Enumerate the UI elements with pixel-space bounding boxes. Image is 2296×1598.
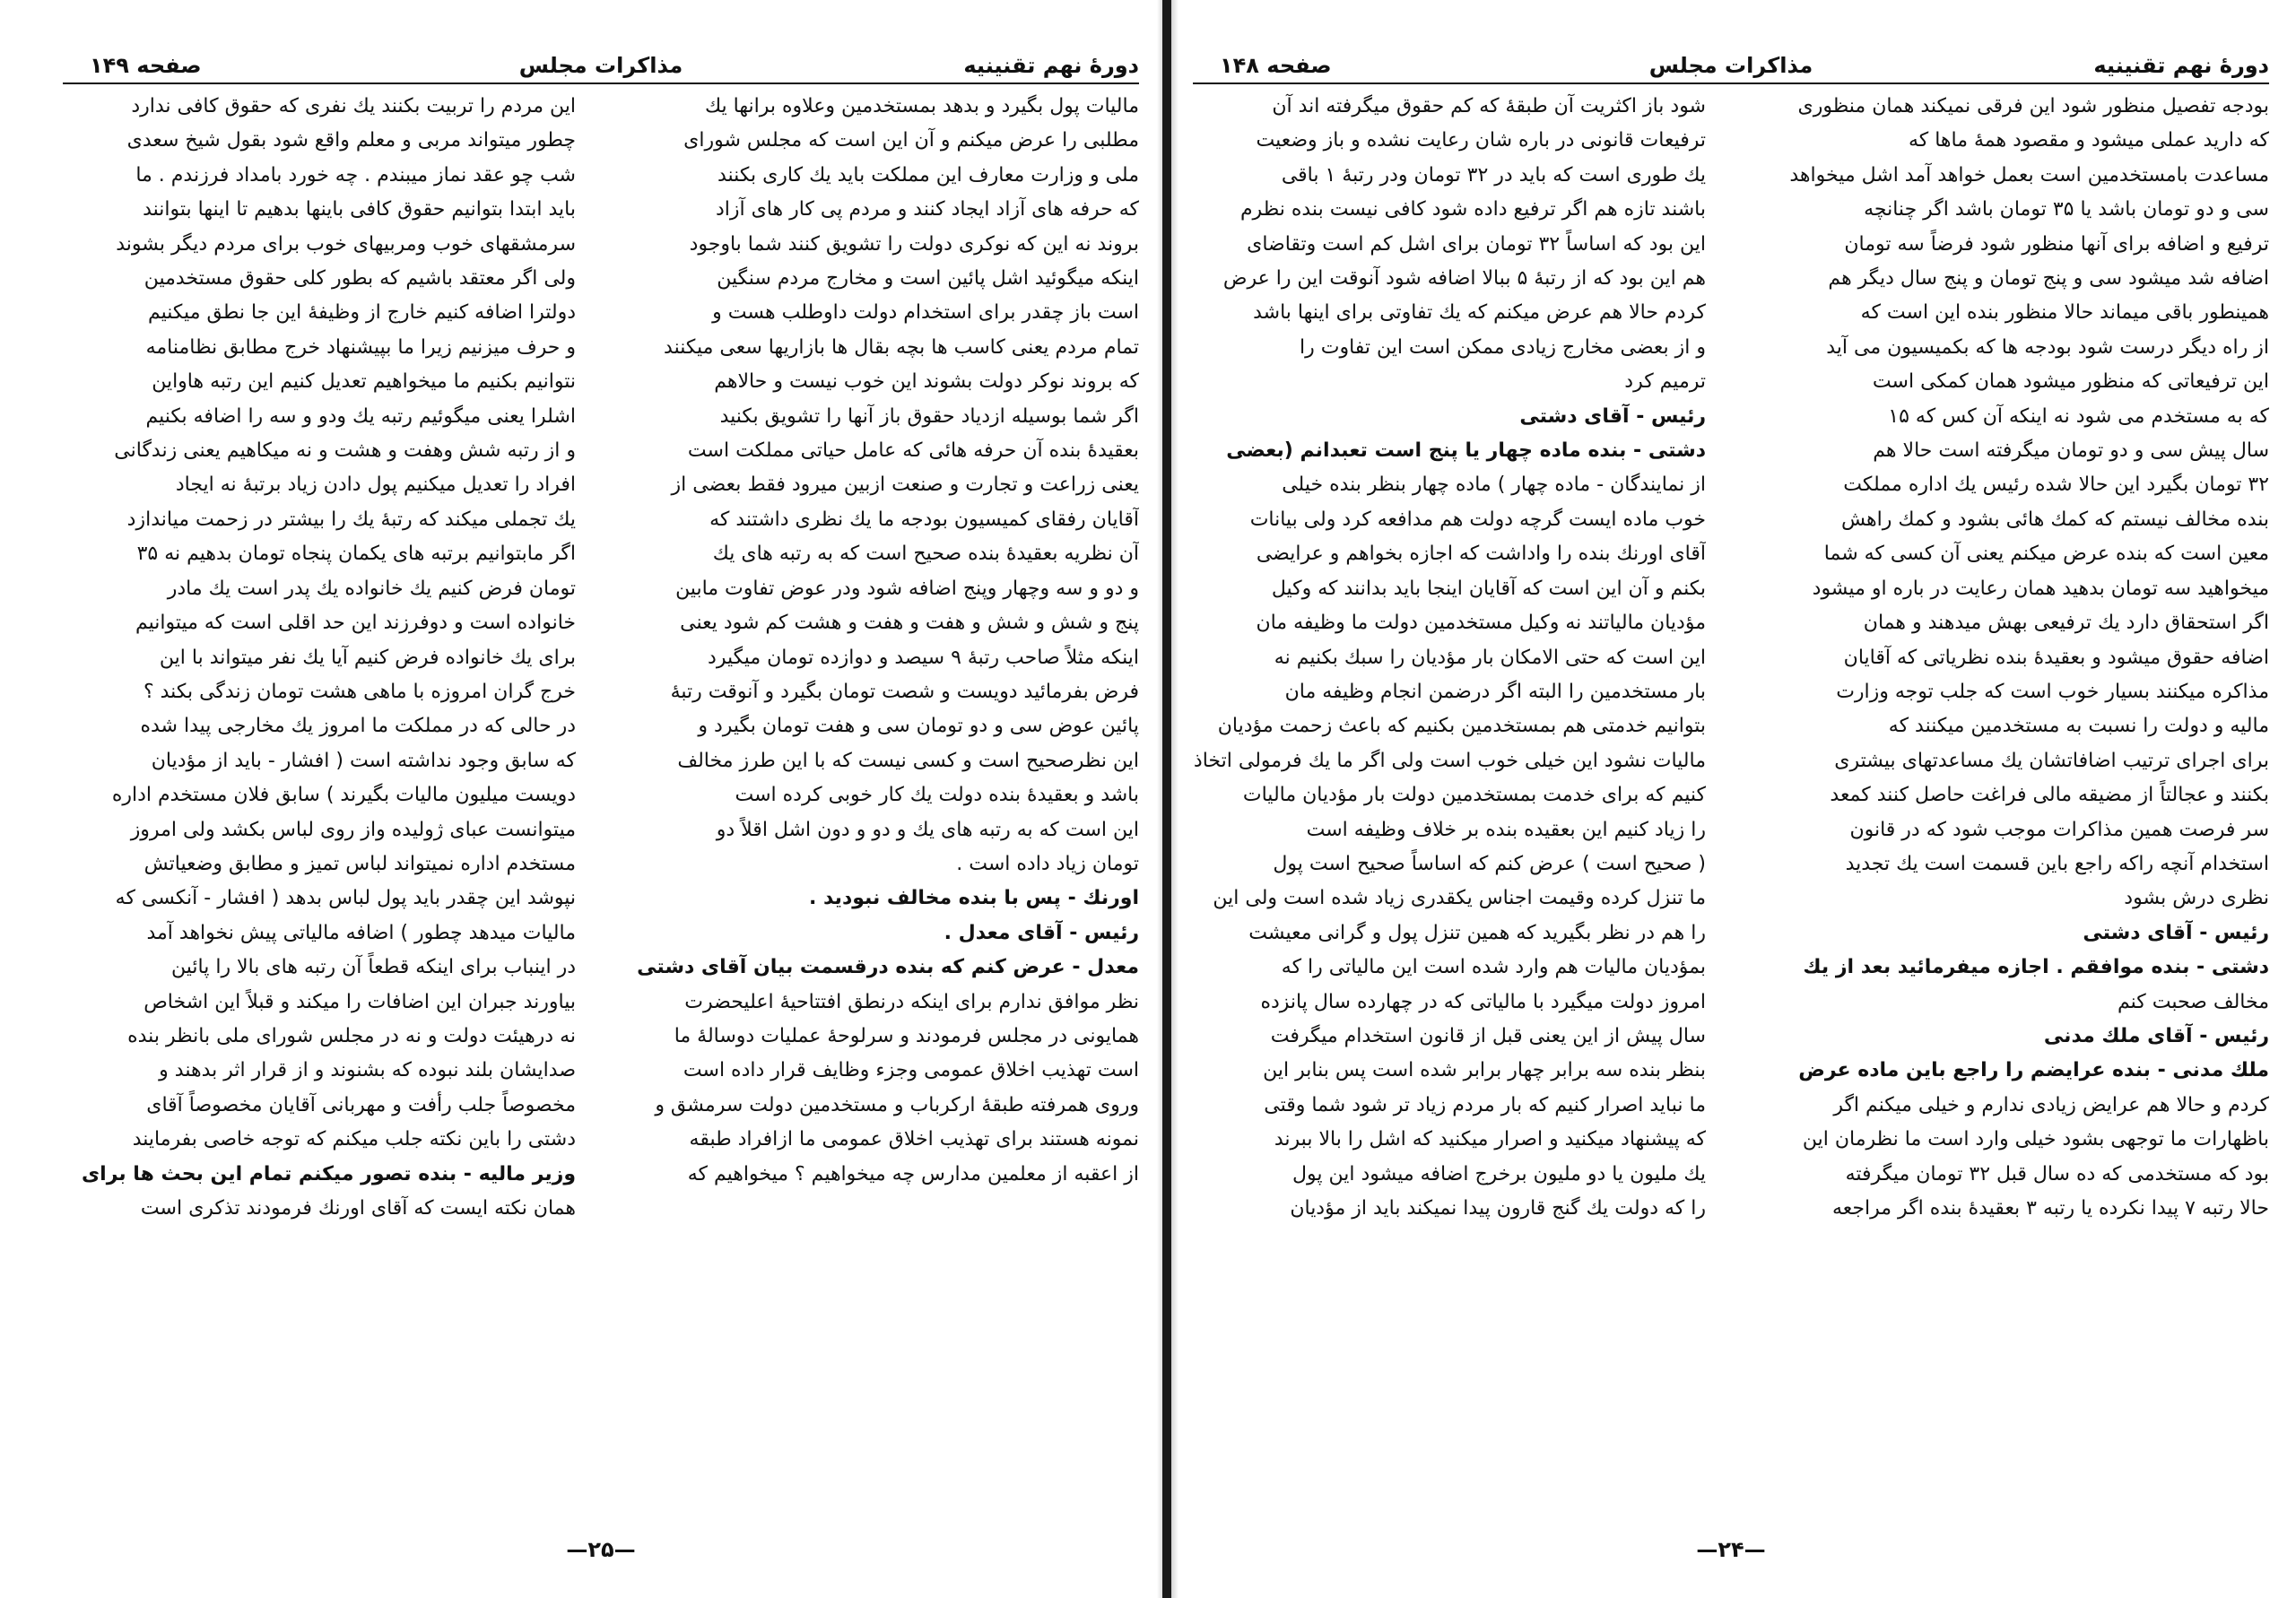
text-line: وروی همرفته طبقهٔ ارکرباب و مستخدمین دولت سرمشق و [655,1093,1139,1116]
text-line: آقای اورنك بنده را واداشت که اجازه بخواهم و عرایضی [1256,543,1706,566]
text-line: امروز دولت میگیرد با مالیاتی که در چهارده سال پانزده [1260,990,1706,1013]
text-line: نه درهیئت دولت و نه در مجلس شورای ملی بانظر بنده [127,1024,576,1047]
text-line: اینکه میگوئید اشل پائین است و مخارج مردم سنگین [717,267,1139,291]
text-line: سر فرصت همین مذاکرات موجب شود که در قانون [1849,818,2269,841]
text-line: آن نظریه بعقیدهٔ بنده صحیح است که به رتبه های یك [712,543,1139,566]
text-line: ملك مدنی - بنده عرایضم را راجع باین ماده عرض [1798,1059,2269,1082]
text-line: بمؤدیان مالیات هم وارد شده است این مالیاتی را که [1281,956,1706,979]
text-line: مؤدیان مالیاتند نه وکیل مستخدمین دولت ما وظیفه مان [1256,612,1706,635]
text-line: که سابق وجود نداشته است ( افشار - باید از مؤدیان [151,749,576,772]
text-line: معین است که بنده عرض میکنم یعنی آن کسی که شما [1823,543,2269,566]
text-line: و از رتبه شش وهفت و هشت و نه میکاهیم یعنی زندگانی [114,439,576,463]
text-line: همایونی در مجلس فرمودند و سرلوحهٔ عملیات دوسالهٔ ما [674,1024,1139,1047]
text-line: یك تجملی میکند که رتبهٔ یك را بیشتر در زحمت میاندازد [126,508,576,531]
text-line: بود که مستخدمی که ده سال قبل ۳۲ تومان میگرفته [1845,1162,2269,1185]
text-line: رئیس - آقای دشتی [1519,404,1706,428]
text-line: که بروند نوکر دولت بشوند این خوب نیست و حالاهم [714,370,1139,394]
text-line: اگر استحقاق دارد یك ترفیعی بهش میدهند و همان [1863,612,2269,635]
text-line: کنیم که برای خدمت بمستخدمین دولت بار مؤدیان مالیات [1242,784,1706,807]
text-line: نپوشد این چقدر باید پول لباس بدهد ( افشار - آنکسی که [115,887,576,910]
text-line: ترفیعات قانونی در باره شان رعایت نشده و باز وضعیت [1256,129,1706,152]
text-column-right [626,90,1139,1524]
text-line: ملی و وزارت معارف این مملکت باید یك کاری بکنند [718,163,1139,187]
text-line: که پیشنهاد میکنید و اصرار میکنید که اشل را بالا ببرند [1274,1128,1706,1151]
text-column-right [1756,90,2269,1524]
text-line: تومان زیاد داده است . [956,852,1139,875]
page-header [63,52,1139,84]
session-label: دورهٔ نهم تقنینیه [963,53,1139,78]
text-line: دشتی - بنده موافقم . اجازه میفرمائید بعد از یك [1803,956,2269,979]
text-line: باشد و بعقیدهٔ بنده دولت یك کار خوبی کرده است [735,784,1139,807]
text-line: پنج و شش و شش و هفت و هفت و هشت کم شود یعنی [680,612,1139,635]
text-line: همان نکته ایست که آقای اورنك فرمودند تذکری است [140,1197,576,1220]
page-left [63,0,1139,1598]
text-line: اینکه مثلاً صاحب رتبهٔ ۹ سیصد و دوازده تومان میگیرد [708,646,1139,669]
text-line: از راه دیگر درست شود بودجه ها که بکمیسیون می آید [1826,335,2269,359]
text-line: ولی اگر معتقد باشیم که بطور کلی حقوق مستخدمین [144,267,576,291]
book-spine [1162,0,1171,1598]
text-line: بروند نه این که نوکری دولت را تشویق کنند شما باوجود [689,232,1139,256]
text-line: باید ابتدا بتوانیم حقوق کافی باینها بدهیم تا اینها بتوانند [143,198,576,221]
text-column-left [63,90,576,1524]
text-line: در اینباب برای اینکه قطعاً آن رتبه های بالا را پائین [171,956,576,979]
text-line: دولترا اضافه کنیم خارج از وظیفهٔ این جا نطق میکنیم [147,301,576,325]
text-line: میتوانست عبای ژولیده واز روی لباس بکشد ولی امروز [130,818,576,841]
text-line: کردم و حالا هم عرایض زیادی ندارم و خیلی میکنم اگر [1833,1093,2269,1116]
text-line: سرمشقهای خوب ومربیهای خوب برای مردم دیگر بشوند [116,232,576,256]
text-line: از نمایندگان - ماده چهار ) ماده چهار بنظر بنده خیلی [1282,473,1706,497]
text-line: که دارید عملی میشود و مقصود همهٔ ماها که [1908,129,2269,152]
text-line: سال پیش سی و دو تومان میگرفته است حالا هم [1873,439,2269,463]
text-line: یعنی زراعت و تجارت و صنعت ازبین میرود فقط بعضی از [671,473,1139,497]
text-line: وزیر مالیه - بنده تصور میکنم تمام این بحث ها برای [82,1162,576,1185]
text-line: نمونه هستند برای تهذیب اخلاق عمومی ما ازافراد طبقه [689,1128,1139,1151]
text-line: دشتی - بنده ماده چهار یا پنج است تعبدانم (بعضی [1226,439,1706,463]
text-line: دشتی را باین نکته جلب میکنم که توجه خاصی بفرمایند [132,1128,576,1151]
text-line: سی و دو تومان باشد یا ۳۵ تومان باشد اگر چنانچه [1864,198,2269,221]
text-line: است تهذیب اخلاق عمومی وجزء وظایف قرار داده است [683,1059,1139,1082]
text-line: خرج گران امروزه با ماهی هشت تومان زندگی بکند ؟ [143,680,576,703]
page-number-label: صفحه ۱۴۸ [1220,53,1332,78]
text-line: و حرف میزنیم زیرا ما بپیشنهاد خرج مطابق نظامنامه [145,335,576,359]
text-line: ترمیم کرد [1624,370,1706,394]
page-right [1193,0,2269,1598]
text-line: فرض بفرمائید دویست و شصت تومان بگیرد و آنوقت رتبهٔ [670,680,1139,703]
text-line: حالا رتبه ۷ پیدا نکرده یا رتبه ۳ بعقیدهٔ بنده اگر مراجعه [1832,1197,2269,1220]
text-line: ترفیع و اضافه برای آنها منظور شود فرضاً سه تومان [1844,232,2269,256]
text-line: و از بعضی مخارج زیادی ممکن است این تفاوت را [1300,335,1706,359]
text-line: پائین عوض سی و دو تومان سی و هفت تومان بگیرد و [698,715,1139,738]
text-line: معدل - عرض کنم که بنده درقسمت بیان آقای دشتی [637,956,1139,979]
text-line: رئیس - آقای معدل . [944,921,1139,944]
text-line: این است که حتی الامکان بار مؤدیان را سبك بکنیم نه [1274,646,1706,669]
text-line: مخالف صحبت کنم [2117,990,2269,1013]
text-line: اگر شما بوسیله ازدیاد حقوق باز آنها را تشویق بکنید [719,404,1139,428]
text-line: بنظر بنده سه برابر چهار برابر شده است پس بنابر این [1263,1059,1706,1082]
text-line: برای یك خانواده فرض کنیم آیا یك نفر میتواند با این [159,646,576,669]
text-line: در حالی که در مملکت ما امروز یك مخارجی پیدا شده [140,715,576,738]
text-line: بودجه تفصیل منظور شود این فرقی نمیکند همان منظوری [1797,95,2269,117]
text-line: سال پیش از این یعنی قبل از قانون استخدام میگرفت [1270,1024,1706,1047]
page-header [1193,52,2269,84]
text-line: رئیس - آقای دشتی [2083,921,2269,944]
text-line: است باز چقدر برای استخدام دولت داوطلب هست و [712,301,1139,325]
text-line: مساعدت بامستخدمین است بعمل خواهد آمد اشل میخواهد [1789,163,2269,187]
text-line: خانواده است و دوفرزند این حد اقلی است که میتوانیم [135,612,576,635]
text-line: را زیاد کنیم این بعقیده بنده بر خلاف وظیفه است [1306,818,1706,841]
session-label: دورهٔ نهم تقنینیه [2093,53,2269,78]
text-line: نتوانیم بکنیم ما میخواهیم تعدیل کنیم این رتبه هاواین [152,370,576,394]
text-line: دویست میلیون مالیات بگیرند ) سابق فلان مستخدم اداره [111,784,576,807]
text-line: آقایان رفقای کمیسیون بودجه ما یك نظری داشتند که [709,508,1139,531]
text-line: نظر موافق ندارم برای اینکه درنطق افتتاحیهٔ اعلیحضرت [684,990,1139,1013]
text-line: هم این بود که از رتبهٔ ۵ ببالا اضافه شود آنوقت این را عرض [1222,267,1706,291]
text-line: ( صحیح است ) عرض کنم که اساساً صحیح است پول [1273,852,1706,875]
text-line: نظری درش بشود [2124,887,2269,910]
text-line: یك ملیون یا دو ملیون برخرج اضافه میشود این پول [1292,1162,1706,1185]
page-footer-number: —۲۵— [566,1537,636,1562]
text-line: رئیس - آقای ملك مدنی [2043,1024,2269,1047]
text-line: اضافه حقوق میشود و بعقیدهٔ بنده نظریاتی که آقایان [1843,646,2269,669]
page-title: مذاکرات مجلس [518,53,683,78]
text-line: بکنند و عجالتاً از مضیقه مالی فراغت حاصل کنند کمعد [1830,784,2269,807]
text-line: اورنك - پس با بنده مخالف نبودید . [808,887,1139,910]
text-line: خوب ماده ایست گرچه دولت هم مدافعه کرد ولی بیانات [1249,508,1706,531]
text-line: اضافه شد میشود سی و پنج تومان و پنج سال دیگر هم [1828,267,2269,291]
page-number-label: صفحه ۱۴۹ [90,53,202,78]
text-line: استخدام آنچه راکه راجع باین قسمت است یك تجدید [1845,852,2269,875]
text-line: صدایشان بلند نبوده که بشنوند و از قرار اثر بدهند و [159,1059,576,1082]
text-line: اشلرا یعنی میگوئیم رتبه یك ودو و سه را اضافه بکنیم [145,404,576,428]
text-line: را هم در نظر بگیرید که همین تنزل پول و گرانی معیشت [1248,921,1706,944]
text-line: اگر مابتوانیم برتبه های یکمان پنجاه تومان بدهیم نه ۳۵ [136,543,576,566]
text-line: بعقیدهٔ بنده آن حرفه هائی که عامل حیاتی مملکت است [687,439,1139,463]
text-line: افراد را تعدیل میکنیم پول دادن زیاد برتبهٔ نه ایجاد [175,473,576,497]
text-line: بار مستخدمین را البته اگر درضمن انجام وظیفه مان [1284,680,1706,703]
text-line: ما نباید اصرار کنیم که بار مردم زیاد تر شود شما وقتی [1264,1093,1706,1116]
text-line: مالیات میدهد چطور ) اضافه مالیاتی پیش نخواهد آمد [146,921,576,944]
text-line: باشند تازه هم اگر ترفیع داده شود کافی نیست بنده نظرم [1239,198,1706,221]
text-line: مستخدم اداره نمیتواند لباس تمیز و مطابق وضعیاتش [144,852,576,875]
text-line: که حرفه های آزاد ایجاد کنند و مردم پی کار های آزاد [715,198,1139,221]
text-line: مالیه و دولت را نسبت به مستخدمین میکنند که [1888,715,2269,738]
text-line: شب چو عقد نماز میبندم . چه خورد بامداد فرزندم . ما [135,163,576,187]
text-line: میخواهید سه تومان بدهید همان رعایت در باره او میشود [1812,577,2269,600]
text-line: شود باز اکثریت آن طبقهٔ که کم حقوق میگرفته اند آن [1272,95,1706,117]
text-line: این ترفیعاتی که منظور میشود همان کمکی است [1872,370,2269,394]
text-line: مذاکره میکنند بسیار خوب است که جلب توجه وزارت [1836,680,2269,703]
text-line: یك طوری است که باید در ۳۲ تومان ودر رتبهٔ ۱ باقی [1281,163,1706,187]
text-line: باظهارات ما توجهی بشود خیلی وارد است ما نظرمان این [1802,1128,2269,1151]
text-line: مخصوصاً جلب رأفت و مهربانی آقایان مخصوصاً آقای [146,1093,576,1116]
text-line: و دو و سه وچهار وپنج اضافه شود ودر عوض تفاوت مابین [675,577,1139,600]
text-line: ما تنزل کرده وقیمت اجناس یکقدری زیاد شده است ولی این [1213,887,1706,910]
text-line: بنده مخالف نیستم که کمك هائی بشود و کمك راهش [1840,508,2269,531]
text-line: که به مستخدم می شود نه اینکه آن کس که ۱۵ [1888,404,2269,428]
text-line: مالیات نشود این خیلی خوب است ولی اگر ما یك فرمولی اتخاذ [1193,749,1706,772]
text-line: ۳۲ تومان بگیرد این حالا شده رئیس یك اداره مملکت [1843,473,2269,497]
text-line: این نظرصحیح است و کسی نیست که با این طرز مخالف [677,749,1139,772]
text-line: بیاورند جبران این اضافات را میکند و قبلاً این اشخاص [144,990,576,1013]
text-line: این است که به رتبه های یك و دو و دون اشل اقلاً دو [716,818,1139,841]
text-line: این مردم را تربیت بکنند یك نفری که حقوق کافی ندارد [131,95,576,117]
text-line: از اعقبه از معلمین مدارس چه میخواهیم ؟ میخواهیم که [687,1162,1139,1185]
page-footer-number: —۲۴— [1696,1537,1766,1562]
text-line: تمام مردم یعنی کاسب ها بچه بقال ها بازاریها سعی میکنند [664,335,1139,359]
text-column-left [1193,90,1706,1524]
text-line: این بود که اساساً ۳۲ تومان برای اشل کم است وتقاضای [1247,232,1706,256]
text-line: را که دولت یك گنج قارون پیدا نمیکند باید از مؤدیان [1290,1197,1706,1220]
text-line: بکنم و آن این است که آقایان اینجا باید بدانند که وکیل [1271,577,1706,600]
text-line: مالیات پول بگیرد و بدهد بمستخدمین وعلاوه برانها یك [704,95,1139,117]
text-line: تومان فرض کنیم یك خانواده یك پدر است یك مادر [167,577,576,600]
text-line: کردم حالا هم عرض میکنم که یك تفاوتی برای اینها باشد [1253,301,1706,325]
text-line: مطلبی را عرض میکنم و آن این است که مجلس شورای [683,129,1139,152]
text-line: همینطور باقی میماند حالا منظور بنده این است که [1860,301,2269,325]
text-line: برای اجرای ترتیب اضافاتشان یك مساعدتهای بیشتری [1834,749,2269,772]
page-title: مذاکرات مجلس [1648,53,1813,78]
text-line: بتوانیم خدمتی هم بمستخدمین بکنیم که باعث زحمت مؤدیان [1217,715,1706,738]
text-line: چطور میتواند مربی و معلم واقع شود بقول شیخ سعدی [126,129,576,152]
